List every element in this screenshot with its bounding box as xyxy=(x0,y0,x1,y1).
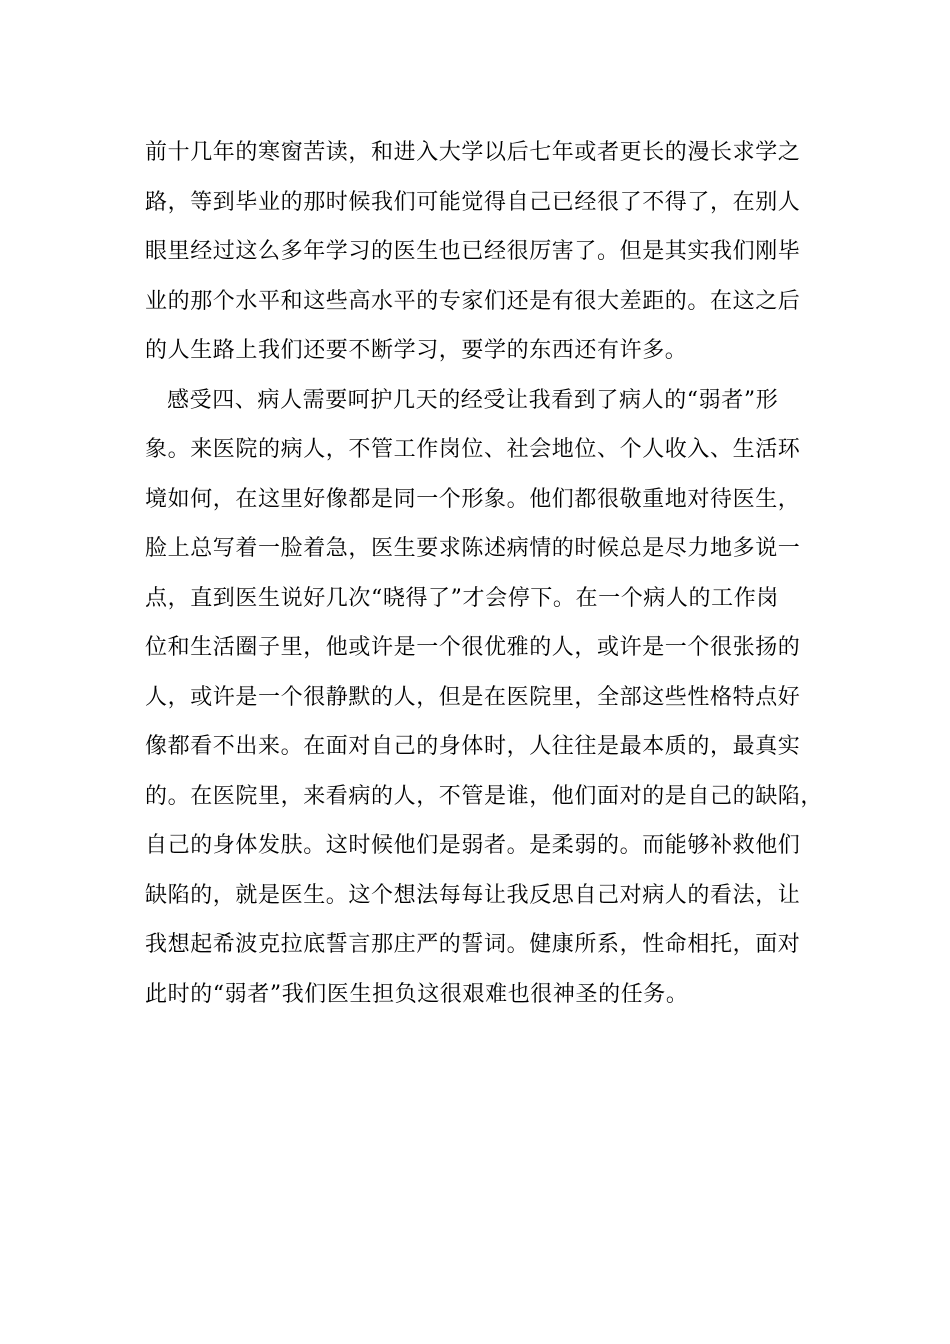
text-line: 我想起希波克拉底誓言那庄严的誓词。健康所系，性命相托，面对 xyxy=(145,932,801,957)
body-text xyxy=(145,128,835,1019)
text-line: 像都看不出来。在面对自己的身体时，人往往是最本质的，最真实 xyxy=(145,734,801,759)
text-line: 眼里经过这么多年学习的医生也已经很厉害了。但是其实我们刚毕 xyxy=(145,239,801,264)
paragraph-start-line: 感受四、病人需要呵护几天的经受让我看到了病人的“弱者”形 xyxy=(167,387,779,413)
text-line: 的人生路上我们还要不断学习，要学的东西还有许多。 xyxy=(145,338,688,363)
text-line: 业的那个水平和这些高水平的专家们还是有很大差距的。在这之后 xyxy=(145,288,801,314)
text-line: 前十几年的寒窗苦读，和进入大学以后七年或者更长的漫长求学之 xyxy=(145,140,801,165)
text-line: 此时的“弱者”我们医生担负这很艰难也很神圣的任务。 xyxy=(145,981,689,1007)
text-line: 路，等到毕业的那时候我们可能觉得自己已经很了不得了，在别人 xyxy=(145,189,801,215)
text-line: 象。来医院的病人，不管工作岗位、社会地位、个人收入、生活环 xyxy=(145,437,801,462)
text-line: 自己的身体发肤。这时候他们是弱者。是柔弱的。而能够补救他们 xyxy=(145,833,801,858)
text-line: 脸上总写着一脸着急，医生要求陈述病情的时候总是尽力地多说一 xyxy=(145,536,801,561)
text-line: 人，或许是一个很静默的人，但是在医院里，全部这些性格特点好 xyxy=(145,684,801,710)
text-line: 点，直到医生说好几次“晓得了”才会停下。在一个病人的工作岗 xyxy=(145,585,779,611)
text-line: 缺陷的，就是医生。这个想法每每让我反思自己对病人的看法，让 xyxy=(145,882,801,908)
text-line: 位和生活圈子里，他或许是一个很优雅的人，或许是一个很张扬的 xyxy=(145,635,801,660)
text-line: 的。在医院里，来看病的人，不管是谁，他们面对的是自己的缺陷， xyxy=(145,783,824,809)
text-line: 境如何，在这里好像都是同一个形象。他们都很敬重地对待医生， xyxy=(145,486,801,512)
